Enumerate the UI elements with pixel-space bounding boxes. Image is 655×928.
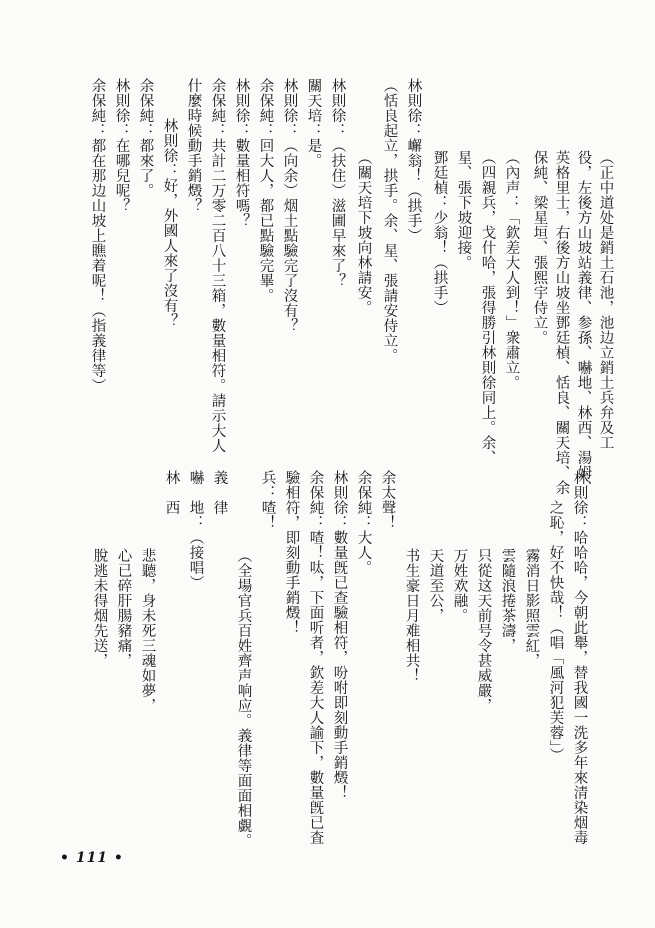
text-column: 義 律: [211, 470, 228, 515]
text-column: 林則徐：哈哈哈，今朝此舉，替我國一洗多年來清染烟毒: [571, 470, 588, 845]
text-column: 關天培：是。: [305, 78, 322, 168]
text-column: 余保純：都在那边山坡上瞧着呢！（指義律等）: [89, 78, 106, 393]
text-column: 心已碎肝腸豬痛，: [115, 548, 132, 668]
text-column: 林則徐：嶰翁！（拱手）: [405, 78, 422, 243]
text-column: 林則徐：（向余）烟土點驗完了沒有？: [281, 78, 298, 333]
text-column: 兵：喳！: [259, 470, 276, 530]
text-column: 什麼時候動手銷燬？: [185, 78, 202, 213]
text-column: 万姓欢融。: [451, 548, 468, 623]
text-column: 役，左後方山坡站義律、参孫、嚇地、林西、湯姆、: [575, 150, 592, 495]
text-column: （正中道处是銷土石池，池边立銷土兵弁及工: [597, 150, 614, 450]
text-column: 余保純：大人。: [355, 470, 372, 575]
page-number: • 111 •: [60, 850, 124, 866]
text-column: 余太聲！: [379, 470, 396, 530]
text-column: 林 西: [163, 470, 180, 515]
text-column: 林則徐：數量旣已查驗相符，吩咐即刻動手銷燬！: [331, 470, 348, 800]
text-column: 之恥，好不快哉！（唱「風河犯芙蓉」）: [547, 500, 564, 763]
text-column: 保純、梁星垣、張熙宇侍立。: [531, 150, 548, 345]
text-column: （全場官兵百姓齊声响应。義律等面面相覷。: [235, 548, 252, 848]
text-column: （內声：「欽差大人到！」衆肅立。: [503, 150, 520, 390]
text-column: 脫逃未得烟先送，: [91, 548, 108, 668]
text-column: 书生豪日月难相共！: [403, 548, 420, 683]
text-column: 余保純：回大人，都已點驗完畢。: [257, 78, 274, 303]
text-column: 余保純：喳！呔，下面听者，欽差大人諭下，數量旣已査: [307, 470, 324, 845]
text-column: 余保純：都來了。: [137, 78, 154, 198]
text-column: 雲隨浪捲茶濤，: [499, 548, 516, 653]
text-column: 霧消日影照雲紅，: [523, 548, 540, 668]
text-column: 林則徐：在哪兒呢？: [113, 78, 130, 213]
text-column: 林則徐：數量相符嗎？: [233, 78, 250, 228]
text-column: 林則徐：好，外國人來了沒有？: [161, 118, 178, 328]
text-column: （關天培下坡向林請安。: [355, 150, 372, 315]
text-column: 鄧廷楨：少翁！（拱手）: [431, 150, 448, 315]
text-column: 余保純：共計二万零二百八十三箱，數量相符。請示大人: [209, 78, 226, 453]
text-column: 只從这天前号令甚威嚴，: [475, 548, 492, 713]
text-column: 嚇 地：（接唱）: [187, 470, 204, 590]
text-column: 星、張下坡迎接。: [455, 150, 472, 270]
text-column: 英格里士，右後方山坡坐鄧廷楨、恬良、關天培、余: [553, 150, 570, 495]
text-column: 天道至公，: [427, 548, 444, 623]
text-column: 悲聽，身未死三魂如夢，: [139, 548, 156, 713]
text-column: （四親兵，戈什哈，張得勝引林則徐同上。余、: [479, 150, 496, 465]
text-column: 驗相符，即刻動手銷燬！: [283, 470, 300, 635]
text-column: 林則徐：（扶住）滋圃早來了？: [329, 78, 346, 288]
text-column: （恬良起立，拱手。余、星、張請安侍立。: [381, 78, 398, 363]
